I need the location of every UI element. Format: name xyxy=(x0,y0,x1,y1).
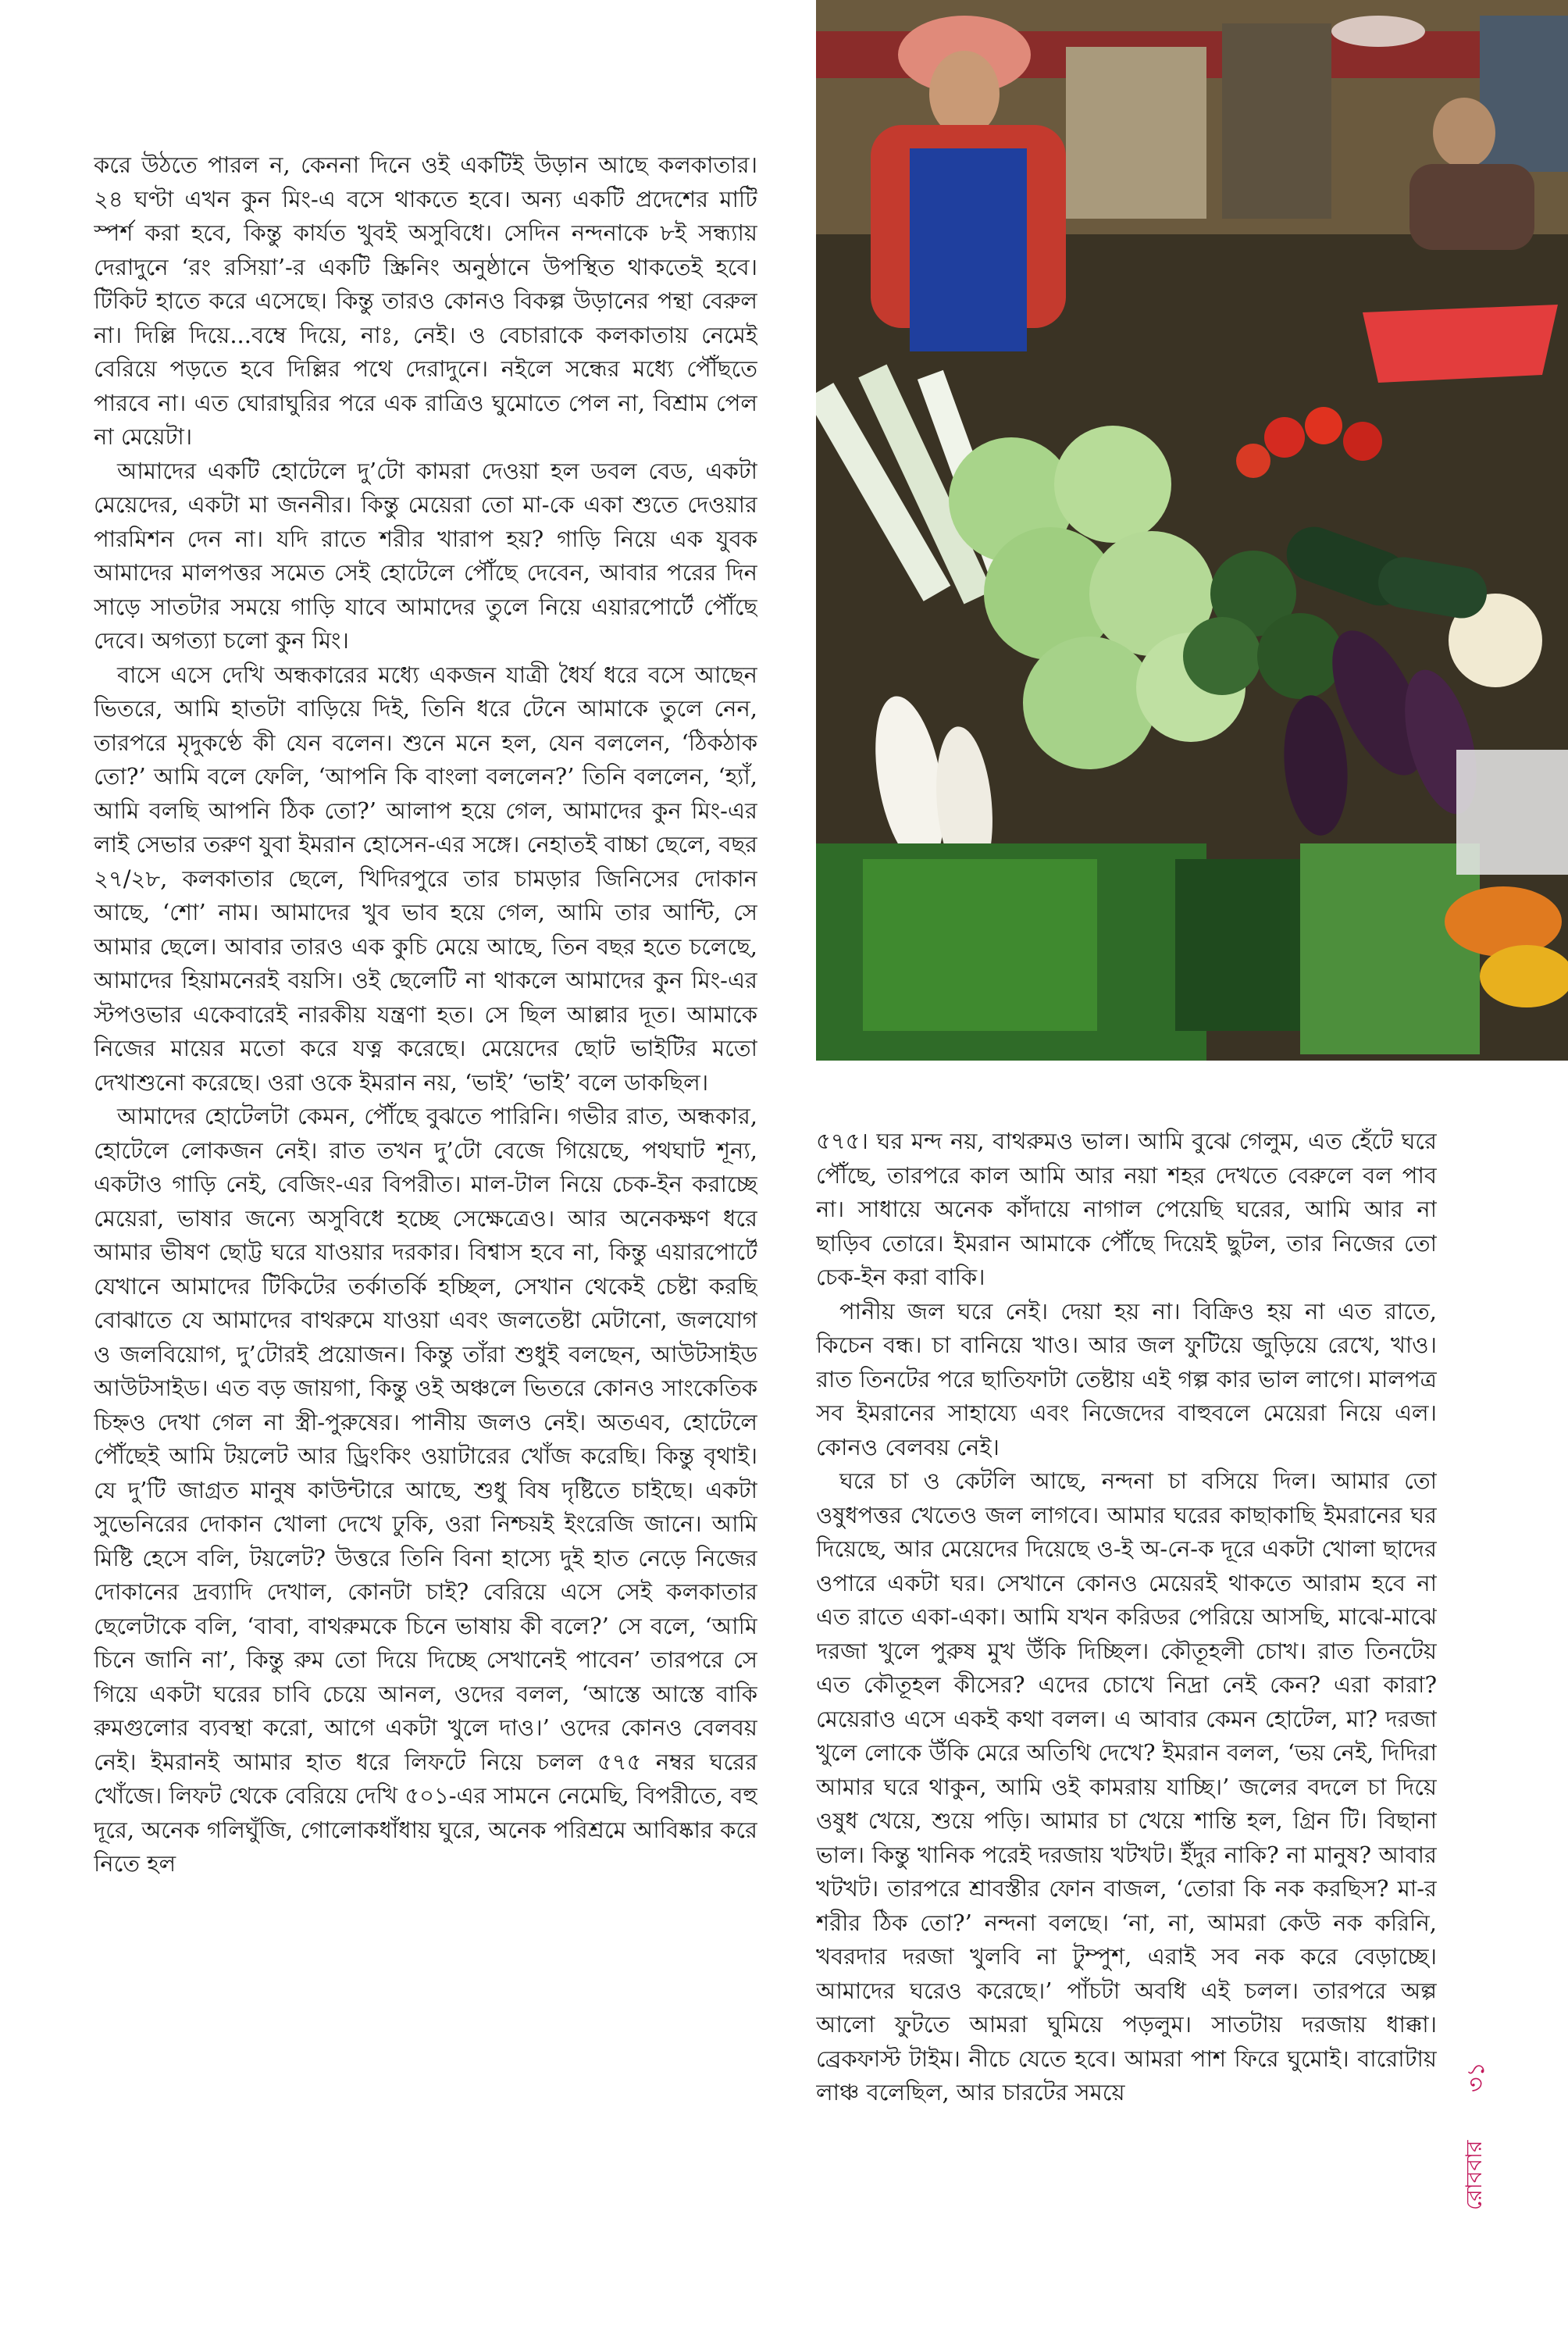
page-number: ৩১ xyxy=(1463,2062,1490,2092)
article-paragraph: করে উঠতে পারল ন, কেননা দিনে ওই একটিই উড়ান আছে কলকাতার। ২৪ ঘণ্টা এখন কুন মিং-এ বসে থাকতে হবে। অন্য একটি প্রদেশের মাটি স্পর্শ করা হবে, কিন্তু কার্যত খুবই অসুবিধে। সেদিন নন্দনাকে ৮ই সন্ধ্যায় দেরাদুনে ‘রং রসিয়া’-র একটি স্ক্রিনিং অনুষ্ঠানে উপস্থিত থাকতেই হবে। টিকিট হাতে করে এসেছে। কিন্তু তারও কোনও বিকল্প উড়ানের পন্থা বেরুল না। দিল্লি দিয়ে...বম্বে দিয়ে, নাঃ, নেই। ও বেচারাকে কলকাতায় নেমেই বেরিয়ে পড়তে হবে দিল্লির পথে দেরাদুনে। নইলে সন্ধের মধ্যে পৌঁছতে পারবে না। এত ঘোরাঘুরির পরে এক রাত্রিও ঘুমোতে পেল না, বিশ্রাম পেল না মেয়েটা। xyxy=(94,152,757,450)
article-right-column xyxy=(816,1125,1437,2210)
article-paragraph: পানীয় জল ঘরে নেই। দেয়া হয় না। বিক্রিও হয় না এত রাতে, কিচেন বন্ধ। চা বানিয়ে খাও। আর জল ফুটিয়ে জুড়িয়ে রেখে, খাও। রাত তিনটের পরে ছাতিফাটা তেষ্টায় এই গল্প কার ভাল লাগে। মালপত্র সব ইমরানের সাহায্যে এবং নিজেদের বাহুবলে মেয়েরা নিয়ে এল। কোনও বেলবয় নেই। xyxy=(816,1297,1437,1460)
article-paragraph: ৫৭৫। ঘর মন্দ নয়, বাথরুমও ভাল। আমি বুঝে গেলুম, এত হেঁটে ঘরে পৌঁছে, তারপরে কাল আমি আর নয়া শহর দেখতে বেরুলে বল পাব না। সাধায়ে অনেক কাঁদায়ে নাগাল পেয়েছি ঘরের, আমি আর না ছাড়িব তোরে। ইমরান আমাকে পৌঁছে দিয়েই ছুটল, তার নিজের তো চেক-ইন করা বাকি। xyxy=(816,1128,1437,1290)
page-footer-vertical xyxy=(1449,2062,1495,2234)
article-paragraph: আমাদের হোটেলটা কেমন, পৌঁছে বুঝতে পারিনি। গভীর রাত, অন্ধকার, হোটেলে লোকজন নেই। রাত তখন দু’টো বেজে গিয়েছে, পথঘাট শূন্য, একটাও গাড়ি নেই, বেজিং-এর বিপরীত। মাল-টাল নিয়ে চেক-ইন করাচ্ছে মেয়েরা, ভাষার জন্যে অসুবিধে হচ্ছে সেক্ষেত্রেও। আর অনেকক্ষণ ধরে আমার ভীষণ ছোট্ট ঘরে যাওয়ার দরকার। বিশ্বাস হবে না, কিন্তু এয়ারপোর্টে যেখানে আমাদের টিকিটের তর্কাতর্কি হচ্ছিল, সেখান থেকেই চেষ্টা করছি বোঝাতে যে আমাদের বাথরুমে যাওয়া এবং জলতেষ্টা মেটানো, জলযোগ ও জলবিয়োগ, দু’টোরই প্রয়োজন। কিন্তু তাঁরা শুধুই বলছেন, আউটসাইড আউটসাইড। এত বড় জায়গা, কিন্তু ওই অঞ্চলে ভিতরে কোনও সাংকেতিক চিহ্নও দেখা গেল না স্ত্রী-পুরুষের। পানীয় জলও নেই। অতএব, হোটেলে পৌঁছেই আমি টয়লেট আর ড্রিংকিং ওয়াটারের খোঁজ করেছি। কিন্তু বৃথাই। যে দু’টি জাগ্রত মানুষ কাউন্টারে আছে, শুধু বিষ দৃষ্টিতে চাইছে। একটা সুভেনিরের দোকান খোলা দেখে ঢুকি, ওরা নিশ্চয়ই ইংরেজি জানে। আমি মিষ্টি হেসে বলি, টয়লেট? উত্তরে তিনি বিনা হাস্যে দুই হাত নেড়ে নিজের দোকানের দ্রব্যাদি দেখাল, কোনটা চাই? বেরিয়ে এসে সেই কলকাতার ছেলেটাকে বলি, ‘বাবা, বাথরুমকে চিনে ভাষায় কী বলে?’ সে বলে, ‘আমি চিনে জানি না’, কিন্তু রুম তো দিয়ে দিচ্ছে সেখানেই পাবেন’ তারপরে সে গিয়ে একটা ঘরের চাবি চেয়ে আনল, ওদের বলল, ‘আস্তে আস্তে বাকি রুমগুলোর ব্যবস্থা করো, আগে একটা খুলে দাও।’ ওদের কোনও বেলবয় নেই। ইমরানই আমার হাত ধরে লিফটে নিয়ে চলল ৫৭৫ নম্বর ঘরের খোঁজে। লিফট থেকে বেরিয়ে দেখি ৫০১-এর সামনে নেমেছি, বিপরীতে, বহু দূরে, অনেক গলিঘুঁজি, গোলোকধাঁধায় ঘুরে, অনেক পরিশ্রমে আবিষ্কার করে নিতে হল xyxy=(94,1103,757,1877)
article-paragraph: ঘরে চা ও কেটলি আছে, নন্দনা চা বসিয়ে দিল। আমার তো ওষুধপত্তর খেতেও জল লাগবে। আমার ঘরের কাছাকাছি ইমরানের ঘর দিয়েছে, আর মেয়েদের দিয়েছে ও-ই অ-নে-ক দূরে একটা খোলা ছাদের ওপারে একটা ঘর। সেখানে কোনও মেয়েরই থাকতে আরাম হবে না এত রাতে একা-একা। আমি যখন করিডর পেরিয়ে আসছি, মাঝে-মাঝে দরজা খুলে পুরুষ মুখ উঁকি দিচ্ছিল। কৌতূহলী চোখ। রাত তিনটেয় এত কৌতূহল কীসের? এদের চোখে নিদ্রা নেই কেন? এরা কারা? মেয়েরাও এসে একই কথা বলল। এ আবার কেমন হোটেল, মা? দরজা খুলে লোকে উঁকি মেরে অতিথি দেখে? ইমরান বলল, ‘ভয় নেই, দিদিরা আমার ঘরে থাকুন, আমি ওই কামরায় যাচ্ছি।’ জলের বদলে চা দিয়ে ওষুধ খেয়ে, শুয়ে পড়ি। আমার চা খেয়ে শান্তি হল, গ্রিন টি। বিছানা ভাল। কিন্তু খানিক পরেই দরজায় খটখট। ইঁদুর নাকি? না মানুষ? আবার খটখট। তারপরে শ্রাবস্তীর ফোন বাজল, ‘তোরা কি নক করছিস? মা-র শরীর ঠিক তো?’ নন্দনা বলছে। ‘না, না, আমরা কেউ নক করিনি, খবরদার দরজা খুলবি না টুম্পুশ, এরাই সব নক করে বেড়াচ্ছে। আমাদের ঘরেও করেছে।’ পাঁচটা অবধি এই চলল। তারপরে অল্প আলো ফুটতে আমরা ঘুমিয়ে পড়লুম। সাতটায় দরজায় ধাক্কা। ব্রেকফাস্ট টাইম। নীচে যেতে হবে। আমরা পাশ ফিরে ঘুমোই। বারোটায় লাঞ্চ বলেছিল, আর চারটের সময়ে xyxy=(816,1467,1437,2106)
magazine-name: রোববার xyxy=(1461,2140,1487,2210)
article-left-column xyxy=(94,148,757,2210)
market-photo xyxy=(816,0,1568,1061)
article-paragraph: আমাদের একটি হোটেলে দু’টো কামরা দেওয়া হল ডবল বেড, একটা মেয়েদের, একটা মা জননীর। কিন্তু মেয়েরা তো মা-কে একা শুতে দেওয়ার পারমিশন দেন না। যদি রাতে শরীর খারাপ হয়? গাড়ি নিয়ে এক যুবক আমাদের মালপত্তর সমেত সেই হোটেলে পৌঁছে দেবেন, আবার পরের দিন সাড়ে সাতটার সময়ে গাড়ি যাবে আমাদের তুলে নিয়ে এয়ারপোর্টে পৌঁছে দেবে। অগত্যা চলো কুন মিং। xyxy=(94,457,757,654)
article-paragraph: বাসে এসে দেখি অন্ধকারের মধ্যে একজন যাত্রী ধৈর্য ধরে বসে আছেন ভিতরে, আমি হাতটা বাড়িয়ে দিই, তিনি ধরে টেনে আমাকে তুলে নেন, তারপরে মৃদুকণ্ঠে কী যেন বলেন। শুনে মনে হল, যেন বললেন, ‘ঠিকঠাক তো?’ আমি বলে ফেলি, ‘আপনি কি বাংলা বললেন?’ তিনি বললেন, ‘হ্যাঁ, আমি বলছি আপনি ঠিক তো?’ আলাপ হয়ে গেল, আমাদের কুন মিং-এর লাই সেভার তরুণ যুবা ইমরান হোসেন-এর সঙ্গে। নেহাতই বাচ্চা ছেলে, বছর ২৭/২৮, কলকাতার ছেলে, খিদিরপুরে তার চামড়ার জিনিসের দোকান আছে, ‘শো’ নাম। আমাদের খুব ভাব হয়ে গেল, আমি তার আন্টি, সে আমার ছেলে। আবার তারও এক কুচি মেয়ে আছে, তিন বছর হতে চলেছে, আমাদের হিয়ামনেরই বয়সি। ওই ছেলেটি না থাকলে আমাদের কুন মিং-এর স্টপওভার একেবারেই নারকীয় যন্ত্রণা হত। সে ছিল আল্লার দূত। আমাকে নিজের মায়ের মতো করে যত্ন করেছে। মেয়েদের ছোট ভাইটির মতো দেখাশুনো করেছে। ওরা ওকে ইমরান নয়, ‘ভাই’ ‘ভাই’ বলে ডাকছিল। xyxy=(94,661,757,1096)
